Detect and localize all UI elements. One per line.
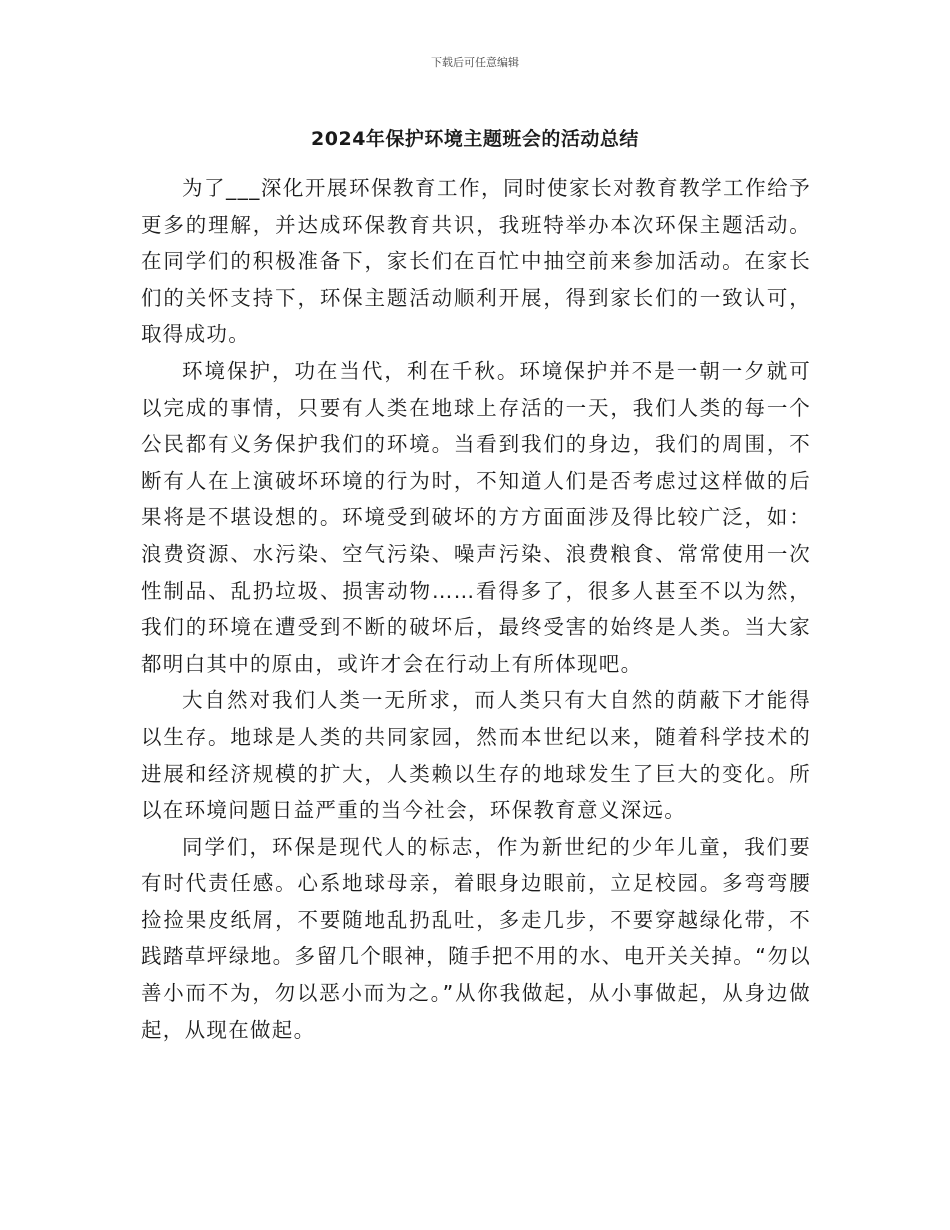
paragraph-2: 环境保护，功在当代，利在千秋。环境保护并不是一朝一夕就可以完成的事情，只要有人类在地球上存活的一天，我们人类的每一个公民都有义务保护我们的环境。当看到我们的身边，我们的周围，不断有人在上演破坏环境的行为时，不知道人们是否考虑过这样做的后果将是不堪设想的。环境受到破坏的方方面面涉及得比较广泛，如：浪费资源、水污染、空气污染、噪声污染、浪费粮食、常常使用一次性制品、乱扔垃圾、损害动物……看得多了，很多人甚至不以为然，我们的环境在遭受到不断的破坏后，最终受害的始终是人类。当大家都明白其中的原由，或许才会在行动上有所体现吧。 [141,358,811,676]
page-header-note: 下载后可任意编辑 [431,56,519,69]
paragraph-3: 大自然对我们人类一无所求，而人类只有大自然的荫蔽下才能得以生存。地球是人类的共同家园，然而本世纪以来，随着科学技术的进展和经济规模的扩大，人类赖以生存的地球发生了巨大的变化。所以在环境问题日益严重的当今社会，环保教育意义深远。 [141,688,811,823]
document-title: 2024年保护环境主题班会的活动总结 [311,128,639,150]
paragraph-1: 为了___深化开展环保教育工作，同时使家长对教育教学工作给予更多的理解，并达成环保教育共识，我班特举办本次环保主题活动。在同学们的积极准备下，家长们在百忙中抽空前来参加活动。在家长们的关怀支持下，环保主题活动顺利开展，得到家长们的一致认可，取得成功。 [141,176,811,347]
paragraph-4: 同学们，环保是现代人的标志，作为新世纪的少年儿童，我们要有时代责任感。心系地球母亲，着眼身边眼前，立足校园。多弯弯腰捡捡果皮纸屑，不要随地乱扔乱吐，多走几步，不要穿越绿化带，不践踏草坪绿地。多留几个眼神，随手把不用的水、电开关关掉。“勿以善小而不为，勿以恶小而为之。”从你我做起，从小事做起，从身边做起，从现在做起。 [141,834,811,1042]
document-body [141,170,811,1048]
